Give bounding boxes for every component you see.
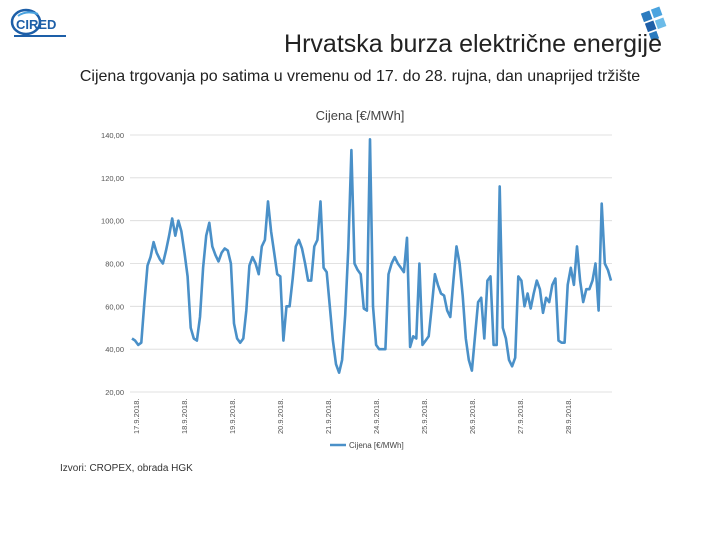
y-tick-label: 40,00 xyxy=(105,345,124,355)
x-tick-label: 26.9.2018. xyxy=(468,398,477,434)
y-tick-label: 140,00 xyxy=(101,131,124,140)
legend-label: Cijena [€/MWh] xyxy=(349,441,404,450)
x-tick-label: 18.9.2018. xyxy=(180,398,189,434)
series-line-cijena xyxy=(132,139,611,372)
y-axis xyxy=(101,131,124,397)
source-note: Izvori: CROPEX, obrada HGK xyxy=(60,463,193,474)
y-tick-label: 80,00 xyxy=(105,259,124,269)
x-tick-label: 21.9.2018. xyxy=(324,398,333,434)
x-tick-label: 24.9.2018. xyxy=(372,398,381,434)
x-tick-label: 25.9.2018. xyxy=(420,398,429,434)
page-subtitle: Cijena trgovanja po satima u vremenu od 17. do 28. rujna, dan unaprijed tržište xyxy=(79,68,641,85)
x-tick-label: 28.9.2018. xyxy=(564,398,573,434)
x-tick-label: 17.9.2018. xyxy=(132,398,141,434)
y-tick-label: 20,00 xyxy=(105,388,124,397)
x-axis xyxy=(132,399,573,434)
chart-title: Cijena [€/MWh] xyxy=(315,108,405,123)
y-tick-label: 120,00 xyxy=(101,173,124,183)
y-tick-label: 100,00 xyxy=(101,216,124,226)
x-tick-label: 27.9.2018. xyxy=(516,398,525,434)
x-tick-label: 19.9.2018. xyxy=(228,398,237,434)
chart-legend xyxy=(330,441,404,450)
cired-logo-text: CIRED xyxy=(16,17,57,32)
page-title: Hrvatska burza električne energije xyxy=(284,30,662,58)
y-tick-label: 60,00 xyxy=(105,302,124,312)
x-tick-label: 20.9.2018. xyxy=(276,398,285,434)
